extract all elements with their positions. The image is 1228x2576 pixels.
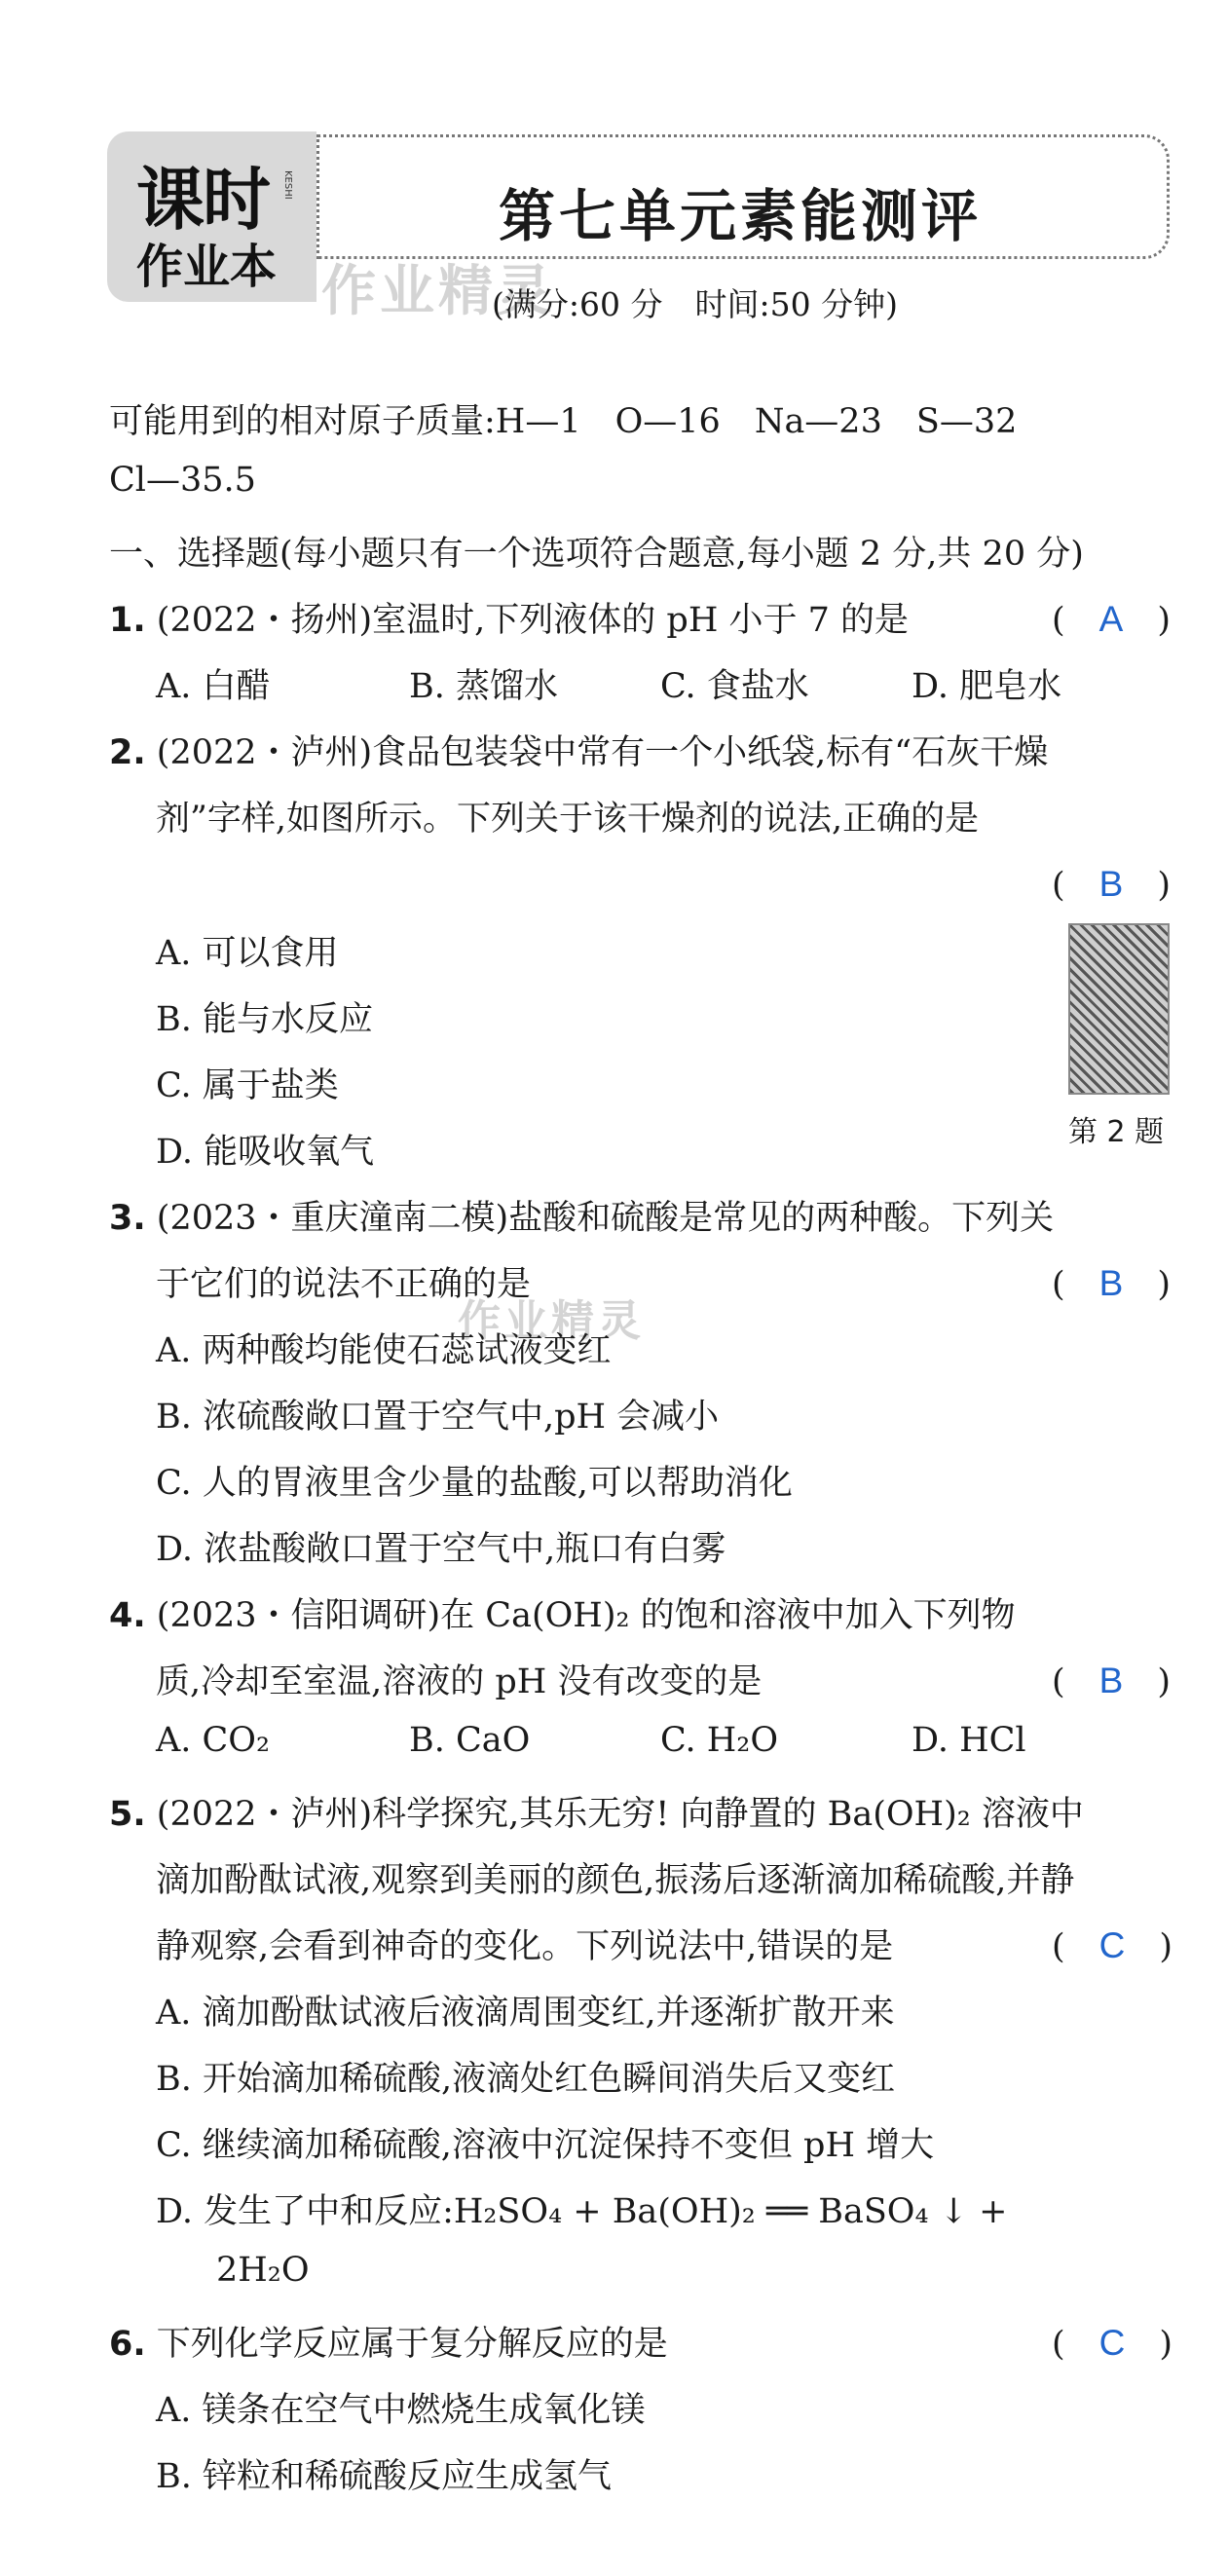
- option: D. 发生了中和反应:H₂SO₄ + Ba(OH)₂ ══ BaSO₄ ↓ +: [156, 2192, 1008, 2231]
- answer-bracket: ( B ): [1052, 864, 1172, 905]
- question-5-text: [109, 1787, 1084, 1836]
- section-heading: 一、选择题(每小题只有一个选项符合题意,每小题 2 分,共 20 分): [109, 535, 1084, 574]
- option: C. 食盐水: [660, 667, 809, 706]
- answer-letter: B: [1098, 864, 1124, 904]
- option: A. 滴加酚酞试液后液滴周围变红,并逐渐扩散开来: [156, 1994, 895, 2033]
- question-number: 1.: [109, 601, 146, 640]
- question-line: 滴加酚酞试液,观察到美丽的颜色,振荡后逐渐滴加稀硫酸,并静: [156, 1861, 1075, 1900]
- option: B. 能与水反应: [156, 1000, 373, 1039]
- question-line: (2022・泸州)食品包装袋中常有一个小纸袋,标有“石灰干燥: [156, 733, 1049, 772]
- question-6-text: [109, 2317, 668, 2366]
- option: B. 浓硫酸敞口置于空气中,pH 会减小: [156, 1398, 720, 1437]
- option: A. 白醋: [156, 667, 271, 706]
- question-line: (2022・泸州)科学探究,其乐无穷! 向静置的 Ba(OH)₂ 溶液中: [156, 1795, 1084, 1834]
- page-title: 第七单元素能测评: [498, 183, 982, 249]
- question-3-text: [109, 1191, 1054, 1240]
- option: B. CaO: [409, 1721, 531, 1760]
- question-number: 4.: [109, 1596, 146, 1635]
- atomic-mass-line2: Cl—35.5: [109, 461, 256, 500]
- option-continuation: 2H₂O: [216, 2251, 310, 2290]
- question-line: 静观察,会看到神奇的变化。下列说法中,错误的是: [156, 1927, 894, 1966]
- answer-letter: C: [1098, 1925, 1126, 1965]
- question-line: 下列化学反应属于复分解反应的是: [156, 2325, 668, 2364]
- answer-letter: C: [1098, 2323, 1126, 2363]
- question-2-text: [109, 726, 1048, 774]
- option: A. 可以食用: [156, 934, 339, 973]
- option: A. 镁条在空气中燃烧生成氧化镁: [156, 2391, 646, 2430]
- question-line: (2023・信阳调研)在 Ca(OH)₂ 的饱和溶液中加入下列物: [156, 1596, 1016, 1635]
- page-subtitle: (满分:60 分 时间:50 分钟): [492, 285, 898, 323]
- question-number: 2.: [109, 733, 146, 772]
- option: D. 浓盐酸敞口置于空气中,瓶口有白雾: [156, 1530, 726, 1569]
- option: A. 两种酸均能使石蕊试液变红: [156, 1331, 612, 1370]
- logo-line1: 课时: [136, 160, 269, 240]
- question-line: 于它们的说法不正确的是: [156, 1265, 532, 1304]
- option: C. 属于盐类: [156, 1066, 339, 1105]
- question-1-text: [109, 593, 909, 642]
- option: D. 肥皂水: [912, 667, 1062, 706]
- question-number: 6.: [109, 2325, 146, 2364]
- answer-letter: B: [1098, 1661, 1124, 1700]
- atomic-mass-line1: 可能用到的相对原子质量:H—1 O—16 Na—23 S—32: [109, 402, 1018, 441]
- answer-bracket: ( A ): [1052, 599, 1172, 640]
- watermark: 作业精灵: [458, 1296, 645, 1346]
- logo-line2: 作业本: [136, 240, 278, 294]
- figure-caption: 第 2 题: [1068, 1115, 1165, 1149]
- answer-letter: B: [1098, 1263, 1124, 1303]
- option: D. HCl: [912, 1721, 1026, 1760]
- question-number: 3.: [109, 1199, 146, 1238]
- option: B. 蒸馏水: [409, 667, 558, 706]
- answer-letter: A: [1098, 599, 1124, 639]
- question-4-text: [109, 1588, 1016, 1637]
- option: D. 能吸收氧气: [156, 1133, 375, 1172]
- question-number: 5.: [109, 1795, 146, 1834]
- watermark: 作业精灵: [321, 260, 555, 323]
- answer-bracket: ( C ): [1052, 1925, 1173, 1966]
- option: C. 继续滴加稀硫酸,溶液中沉淀保持不变但 pH 增大: [156, 2126, 935, 2165]
- option: B. 锌粒和稀硫酸反应生成氢气: [156, 2457, 612, 2496]
- option: C. 人的胃液里含少量的盐酸,可以帮助消化: [156, 1464, 793, 1503]
- option: A. CO₂: [156, 1721, 271, 1760]
- logo: [107, 131, 316, 302]
- question-line: 质,冷却至室温,溶液的 pH 没有改变的是: [156, 1662, 763, 1701]
- answer-bracket: ( B ): [1052, 1661, 1172, 1701]
- answer-bracket: ( C ): [1052, 2323, 1173, 2364]
- option: C. H₂O: [660, 1721, 779, 1760]
- answer-bracket: ( B ): [1052, 1263, 1172, 1304]
- option: B. 开始滴加稀硫酸,液滴处红色瞬间消失后又变红: [156, 2060, 896, 2099]
- question-line: 剂”字样,如图所示。下列关于该干燥剂的说法,正确的是: [156, 800, 980, 839]
- desiccant-packet-image: [1068, 923, 1170, 1095]
- question-line: (2023・重庆潼南二模)盐酸和硫酸是常见的两种酸。下列关: [156, 1199, 1055, 1238]
- logo-small-text: KESHI: [282, 170, 293, 200]
- question-line: (2022・扬州)室温时,下列液体的 pH 小于 7 的是: [156, 601, 910, 640]
